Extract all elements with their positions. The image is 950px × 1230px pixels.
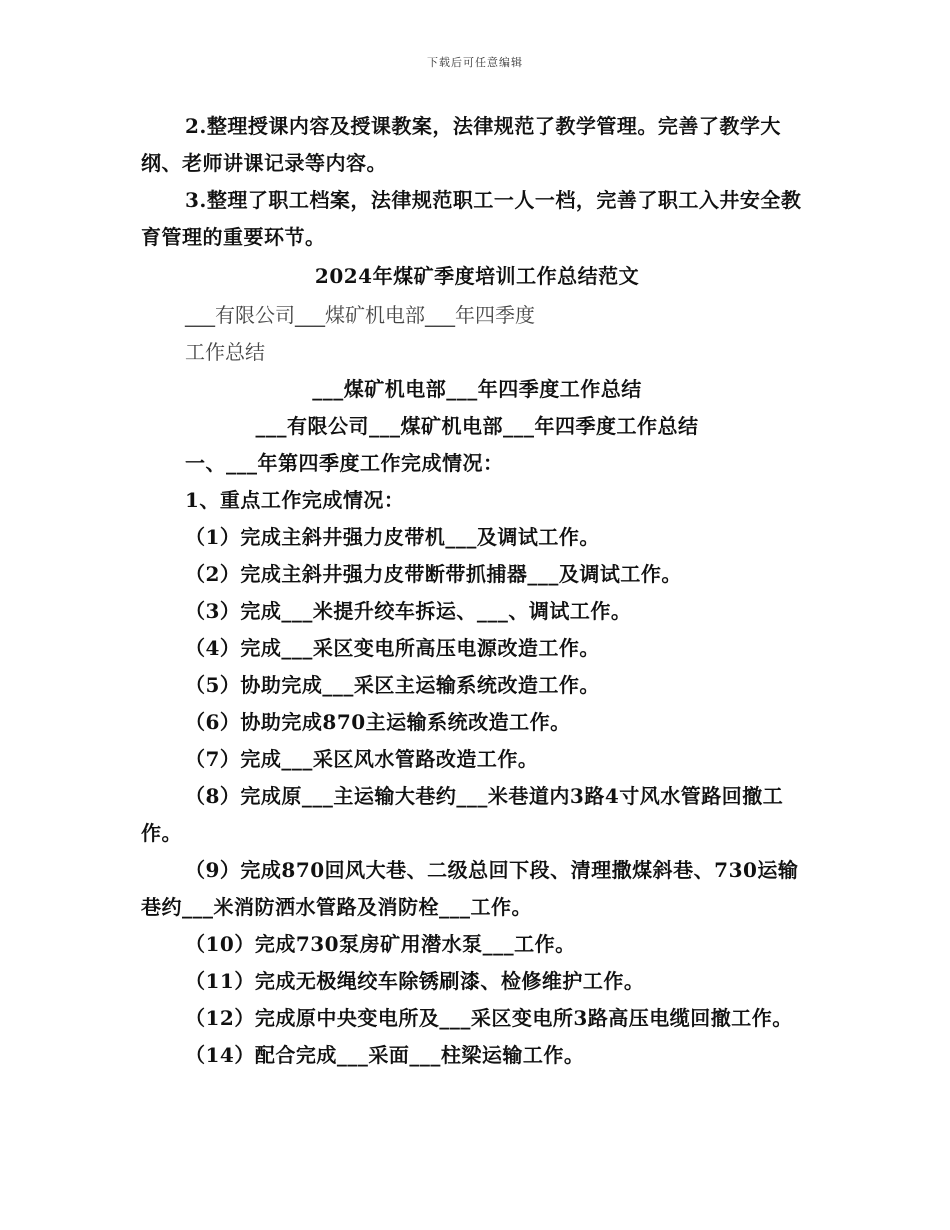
- list-item: （8）完成原___主运输大巷约___米巷道内3路4寸风水管路回撤工作。: [141, 784, 784, 845]
- section-heading: 一、___年第四季度工作完成情况：: [185, 451, 504, 475]
- list-item: （3）完成___米提升绞车拆运、___、调试工作。: [185, 599, 632, 623]
- heading-company-summary: ___有限公司___煤矿机电部___年四季度工作总结: [255, 414, 699, 438]
- list-item: （10）完成730泵房矿用潜水泵___工作。: [185, 932, 576, 956]
- intro-paragraph-2: 2.整理授课内容及授课教案，法律规范了教学管理。完善了教学大纲、老师讲课记录等内容。: [141, 114, 781, 175]
- list-item: （11）完成无极绳绞车除锈刷漆、检修维护工作。: [185, 969, 645, 993]
- subtitle-line-2: 工作总结: [185, 340, 265, 364]
- list-item: （6）协助完成870主运输系统改造工作。: [185, 710, 571, 734]
- document-body: [141, 108, 813, 1074]
- subtitle-line-1: ___有限公司___煤矿机电部___年四季度: [185, 303, 535, 327]
- list-item: （7）完成___采区风水管路改造工作。: [185, 747, 539, 771]
- list-item: （12）完成原中央变电所及___采区变电所3路高压电缆回撤工作。: [185, 1006, 793, 1030]
- list-item: （4）完成___采区变电所高压电源改造工作。: [185, 636, 600, 660]
- list-item: （9）完成870回风大巷、二级总回下段、清理撒煤斜巷、730运输巷约___米消防洒水管路及消防栓___工作。: [141, 858, 799, 919]
- list-item: （1）完成主斜井强力皮带机___及调试工作。: [185, 525, 600, 549]
- intro-paragraph-3: 3.整理了职工档案，法律规范职工一人一档，完善了职工入井安全教育管理的重要环节。: [141, 188, 802, 249]
- heading-dept-summary: ___煤矿机电部___年四季度工作总结: [312, 377, 642, 401]
- header-note: 下载后可任意编辑: [427, 56, 523, 69]
- list-item: （5）协助完成___采区主运输系统改造工作。: [185, 673, 600, 697]
- document-title: 2024年煤矿季度培训工作总结范文: [314, 264, 640, 288]
- list-item: （2）完成主斜井强力皮带断带抓捕器___及调试工作。: [185, 562, 682, 586]
- subsection-heading: 1、重点工作完成情况：: [185, 488, 405, 512]
- list-item: （14）配合完成___采面___柱梁运输工作。: [185, 1043, 585, 1067]
